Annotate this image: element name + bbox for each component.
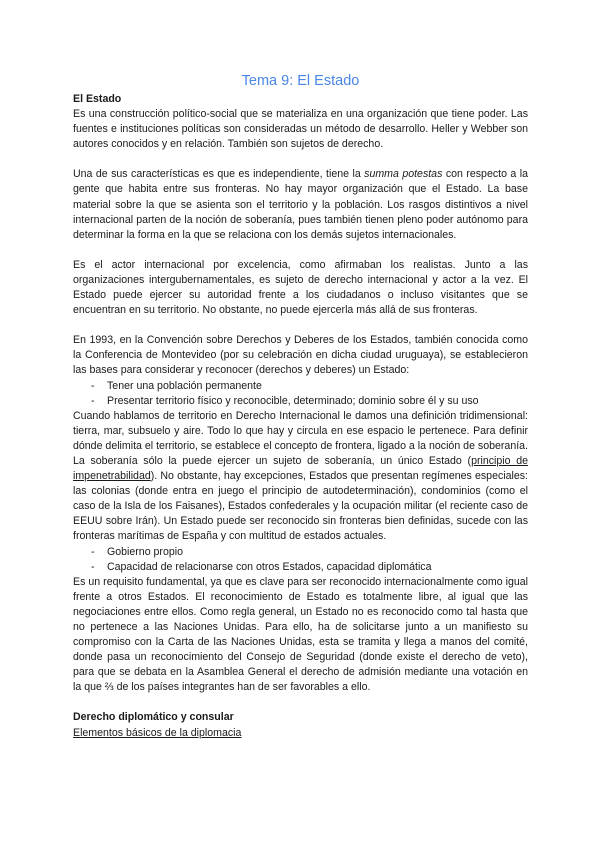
paragraph-2 <box>73 167 528 242</box>
principio-impenetrabilidad-term: principio de impenetrabilidad <box>73 454 528 483</box>
paragraph-gap <box>73 152 528 167</box>
section-heading-derecho-diplomatico: Derecho diplomático y consular <box>73 711 234 724</box>
paragraph-3: Es el actor internacional por excelencia, como afirmaban los realistas. Junto a las organizaciones intergubernamentales, es sujeto de derecho internacional y actor a la vez. El Estado puede ejercer su autoridad frente a los ciudadanos o incluso visitantes que se encuentran en su territorio. No obstante, no puede ejercerla más allá de sus fronteras. <box>73 258 528 317</box>
summa-potestas-term: summa potestas <box>364 168 443 181</box>
paragraph-5-text-a: Cuando hablamos de territorio en Derecho Internacional le damos una definición tridimensional: tierra, mar, subsuelo y aire. Todo lo que hay y circula en ese espacio le pertenece. Para definir dónde delimita el territorio, se establece el concepto de frontera, ligado a la noción de soberanía. La soberanía sólo la puede ejercer un sujeto de soberanía, un único Estado ( <box>73 409 528 467</box>
paragraph-gap <box>73 318 528 333</box>
section-heading-el-estado: El Estado <box>73 93 122 105</box>
paragraph-2-text-b: con respecto a la gente que habita entre sus fronteras. No hay mayor organización que el Estado. La base material sobre la que se asienta son el territorio y la población. Los rasgos distintivos a nivel internacional parten de la noción de soberanía, pues también tienen pleno poder autónomo para determinar la forma en la que se relaciona con los demás sujetos internacionales. <box>73 168 528 241</box>
paragraph-gap <box>73 243 528 258</box>
page-title: Tema 9: El Estado <box>241 73 360 89</box>
list-item: - Tener una población permanente <box>73 379 528 394</box>
document-page <box>73 72 528 741</box>
list-item: - Capacidad de relacionarse con otros Estados, capacidad diplomática <box>73 560 528 575</box>
paragraph-5-text-b: ). No obstante, hay excepciones, Estados que presentan regímenes especiales: las colonias (donde entra en juego el principio de autodeterminación), condominios (como el caso de la Isla de los Faisanes), Estados confederales y la ocupación militar (el reciente caso de EEUU sobre Irán). Un Estado puede ser reconocido sin fronteras bien definidas, sucede con las fronteras marítimas de España y con multitud de estados actuales. <box>73 470 528 543</box>
paragraph-1: Es una construcción político-social que se materializa en una organización que tiene poder. Las fuentes e instituciones políticas son consideradas un método de desarrollo. Heller y Webber son autores conocidos y en relación. También son sujetos de derecho. <box>73 108 528 151</box>
paragraph-gap <box>73 695 528 710</box>
paragraph-6: Es un requisito fundamental, ya que es clave para ser reconocido internacionalmente como igual frente a otros Estados. El reconocimiento de Estado es totalmente libre, al igual que las negociaciones entre ellos. Como regla general, un Estado no es reconocido como tal hasta que no pertenece a las Naciones Unidas. Para ello, ha de solicitarse junto a un manifiesto su compromiso con la Carta de las Naciones Unidas, esta se tramita y llega a manos del comité, donde pasa un reconocimiento del Consejo de Seguridad (donde existe el derecho de veto), para que se debata en la Asamblea General el derecho de admisión mediante una votación en la que ⅔ de los países integrantes han de ser favorables a ello. <box>73 575 528 694</box>
paragraph-5 <box>73 409 528 545</box>
paragraph-4: En 1993, en la Convención sobre Derechos y Deberes de los Estados, también conocida como la Conferencia de Montevideo (por su celebración en dicha ciudad uruguaya), se establecieron las bases para considerar y reconocer (derechos y deberes) un Estado: <box>73 334 528 377</box>
list-item: - Presentar territorio físico y reconocible, determinado; dominio sobre él y su uso <box>73 394 528 409</box>
requirements-list-1 <box>73 379 528 409</box>
list-item: - Gobierno propio <box>73 545 528 560</box>
requirements-list-2 <box>73 545 528 575</box>
subsection-heading-elementos-basicos: Elementos básicos de la diplomacia <box>73 726 242 739</box>
paragraph-2-text-a: Una de sus características es que es independiente, tiene la <box>73 168 365 181</box>
